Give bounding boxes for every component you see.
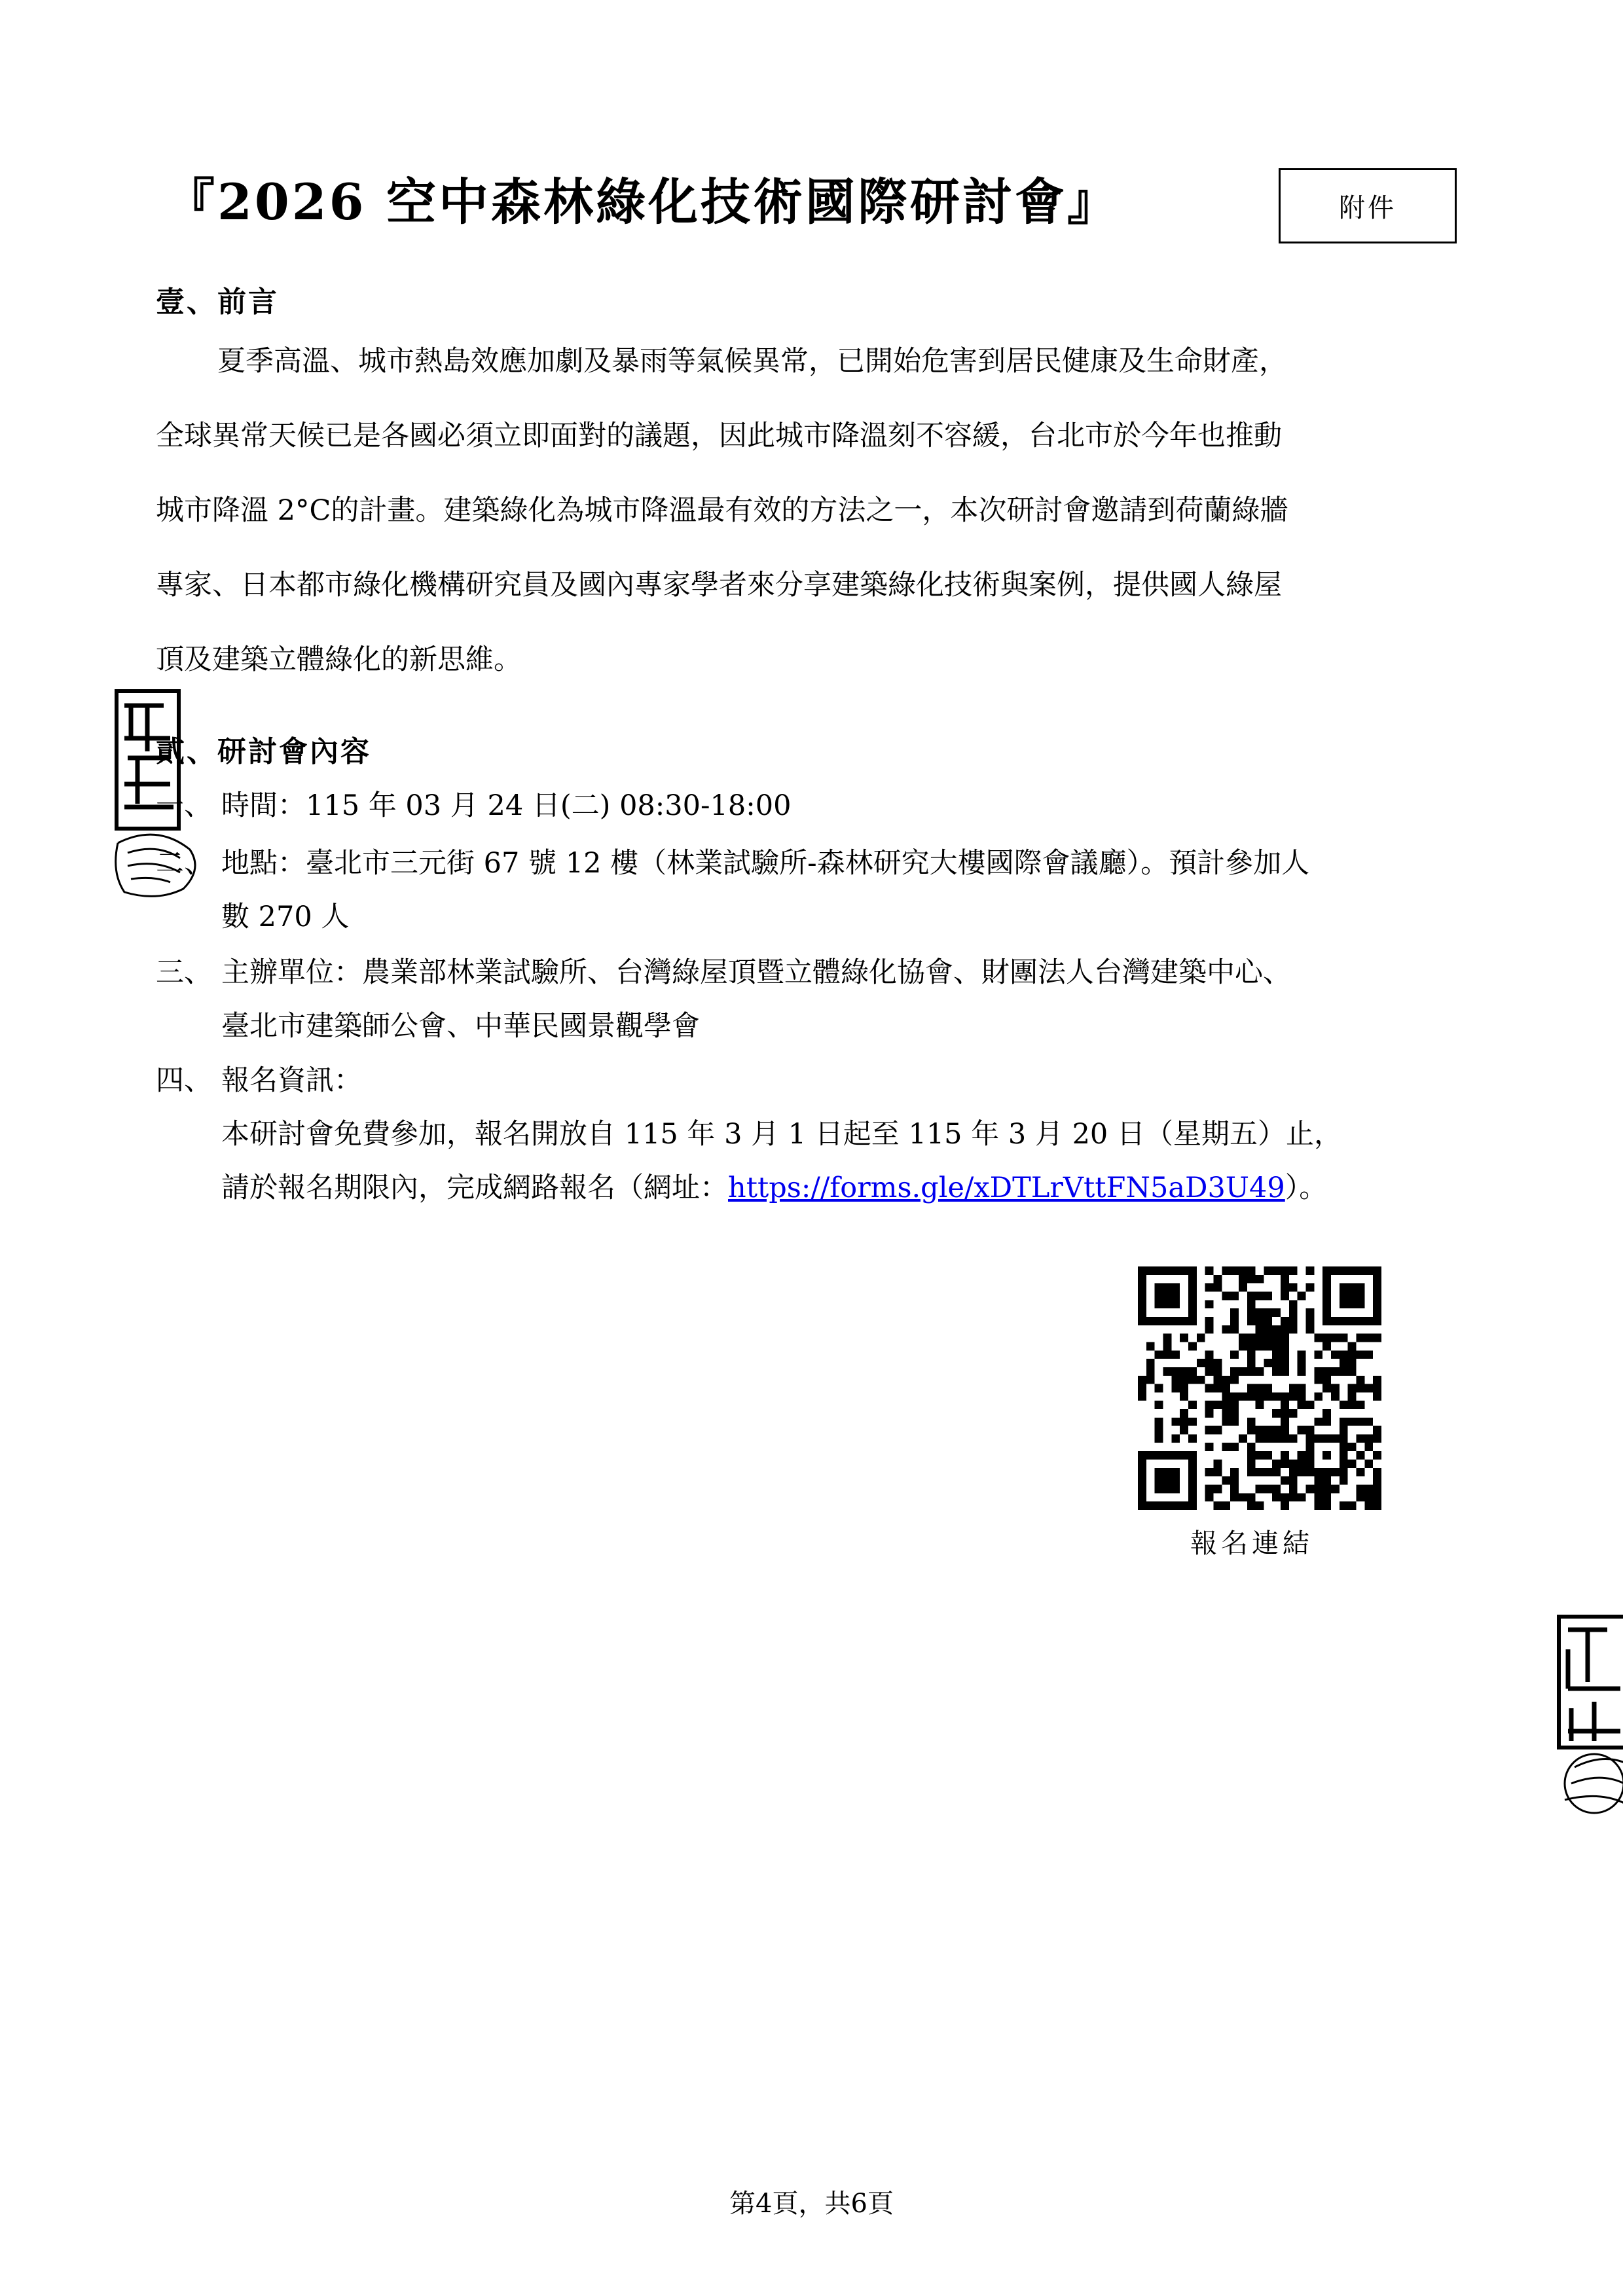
intro-line: 頂及建築立體綠化的新思維。 [156, 643, 522, 676]
page-number: 第4頁，共6頁 [729, 2189, 894, 2219]
intro-line: 城市降溫 2°C的計畫。建築綠化為城市降溫最有效的方法之一，本次研討會邀請到荷蘭綠牆 [156, 494, 1288, 527]
item-text: 主辦單位：農業部林業試驗所、台灣綠屋頂暨立體綠化協會、財團法人台灣建築中心、 [221, 956, 1291, 989]
content-item-organizers [156, 946, 1472, 1053]
item-label: 二、 [156, 847, 212, 880]
intro-line: 專家、日本都市綠化機構研究員及國內專家學者來分享建築綠化技術與案例，提供國人綠屋 [156, 569, 1282, 601]
item-text: 報名資訊： [221, 1064, 362, 1097]
document-title: 『2026 空中森林綠化技術國際研討會』 [165, 173, 1120, 231]
registration-prefix: 請於報名期限內，完成網路報名（網址： [221, 1172, 728, 1204]
intro-line: 夏季高溫、城市熱島效應加劇及暴雨等氣候異常，已開始危害到居民健康及生命財產， [217, 345, 1287, 378]
item-text-continued: 數 270 人 [221, 901, 350, 933]
attachment-label: 附件 [1339, 193, 1396, 223]
item-text-continued: 臺北市建築師公會、中華民國景觀學會 [221, 1010, 700, 1043]
registration-suffix: ）。 [1285, 1172, 1328, 1204]
item-label: 三、 [156, 956, 212, 989]
registration-line: 本研討會免費參加，報名開放自 115 年 3 月 1 日起至 115 年 3 月 20 日（星期五）止， [221, 1118, 1342, 1151]
item-text: 時間：115 年 03 月 24 日(二) 08:30-18:00 [221, 789, 792, 822]
registration-line [156, 1161, 1472, 1215]
content-item-registration [156, 1054, 1472, 1215]
qr-code-icon[interactable] [1138, 1266, 1381, 1510]
content-item-location [156, 836, 1472, 944]
seal-stamp-left-icon [111, 686, 210, 902]
item-label: 四、 [156, 1064, 212, 1097]
registration-url-link[interactable]: https://forms.gle/xDTLrVttFN5aD3U49 [728, 1172, 1285, 1204]
section-heading-content: 貳、研討會內容 [156, 735, 371, 768]
seal-stamp-right-icon [1555, 1604, 1623, 1826]
attachment-box [1279, 168, 1457, 243]
section-heading-intro: 壹、前言 [156, 285, 279, 319]
intro-paragraph [156, 324, 1465, 697]
item-text: 地點：臺北市三元街 67 號 12 樓（林業試驗所-森林研究大樓國際會議廳）。預計參加人 [221, 847, 1310, 880]
item-label: 一、 [156, 789, 212, 822]
intro-line: 全球異常天候已是各國必須立即面對的議題，因此城市降溫刻不容緩，台北市於今年也推動 [156, 420, 1282, 452]
qr-caption: 報名連結 [1190, 1528, 1313, 1559]
content-item-time [156, 779, 1472, 833]
